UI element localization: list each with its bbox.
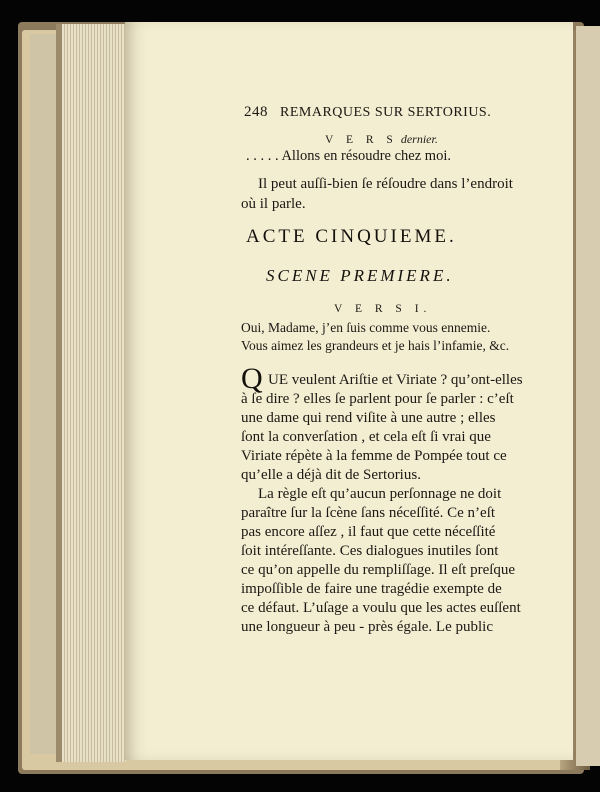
body-line: La règle eſt qu’aucun perſonnage ne doit [258, 486, 502, 502]
body-line: ſont la converſation , et cela eſt ſi vrai que [241, 429, 491, 445]
body-line: qu’elle a déjà dit de Sertorius. [241, 467, 421, 483]
body-line: paraître ſur la ſcène ſans néceſſité. Ce n’eſt [241, 505, 496, 521]
quote-2-line-2: Vous aimez les grandeurs et je hais l’infamie, &c. [241, 338, 510, 353]
vers-label-1-italic: dernier. [400, 132, 438, 146]
quote-2-line-1: Oui, Madame, j’en ſuis comme vous ennemie. [241, 320, 491, 335]
page-edges [56, 24, 126, 762]
endpaper-strip [30, 34, 58, 754]
vers-label-1: V E R S dernier. [325, 132, 438, 146]
facing-page-edge [576, 26, 600, 766]
scene-title: SCENE PREMIERE. [266, 266, 454, 285]
page-edge-shadow [56, 24, 62, 762]
body-line: ce défaut. L’uſage a voulu que les actes euſſent [241, 600, 521, 616]
body-line: à ſe dire ? elles ſe parlent pour ſe parler : c’eſt [241, 391, 514, 407]
body-line: impoſſible de faire une tragédie exempte de [241, 581, 502, 597]
body-line: pas encore aſſez , il faut que cette néceſſité [241, 524, 496, 540]
para-1-line-1: Il peut auſſi-bien ſe réſoudre dans l’endroit [258, 176, 513, 192]
body-line: ſoit intéreſſante. Ces dialogues inutiles ſont [241, 543, 499, 559]
quote-1: . . . . . Allons en résoudre chez moi. [246, 148, 451, 164]
body-line: Viriate répète à la femme de Pompée tout ce [241, 448, 507, 464]
page-number: 248 [244, 104, 268, 120]
running-head [244, 104, 491, 121]
running-head-title: REMARQUES SUR SERTORIUS. [280, 105, 492, 120]
body-line: une dame qui rend viſite à une autre ; elles [241, 410, 496, 426]
body-line: une longueur à peu - près égale. Le public [241, 619, 493, 635]
act-title: ACTE CINQUIEME. [246, 226, 457, 247]
para-1-line-2: où il parle. [241, 196, 306, 212]
drop-capital: Q [241, 362, 263, 395]
body-line: ce qu’on appelle du rempliſſage. Il eſt preſque [241, 562, 516, 578]
body-line: UE veulent Ariſtie et Viriate ? qu’ont-elles [268, 372, 523, 388]
vers-label-2: V E R S I. [334, 303, 432, 315]
